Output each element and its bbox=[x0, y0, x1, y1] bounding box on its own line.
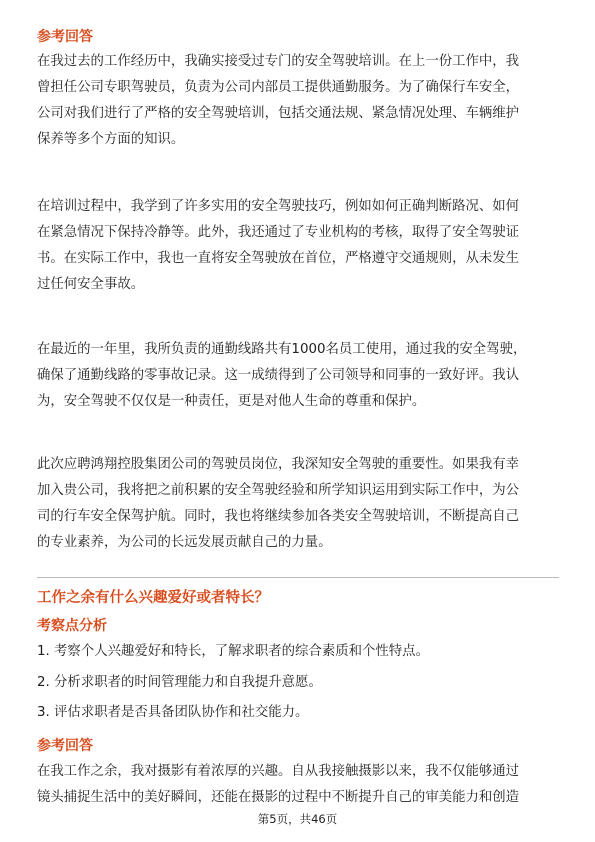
section-divider bbox=[37, 577, 559, 578]
text-line: 在培训过程中，我学到了许多实用的安全驾驶技巧，例如如何正确判断路况、如何 bbox=[37, 199, 520, 214]
text-line: 在紧急情况下保持冷静等。此外，我还通过了专业机构的考核，取得了安全驾驶证 bbox=[37, 225, 520, 240]
answer-paragraph-4 bbox=[37, 452, 561, 556]
analysis-point: 3. 评估求职者是否具备团队协作和社交能力。 bbox=[37, 705, 309, 720]
answer-paragraph-5 bbox=[37, 759, 561, 811]
text-line: 加入贵公司，我将把之前积累的安全驾驶经验和所学知识运用到实际工作中，为公 bbox=[37, 483, 520, 498]
text-line: 在我过去的工作经历中，我确实接受过专门的安全驾驶培训。在上一份工作中，我 bbox=[37, 54, 520, 69]
text-line: 公司对我们进行了严格的安全驾驶培训，包括交通法规、紧急情况处理、车辆维护 bbox=[37, 106, 520, 121]
text-line: 过任何安全事故。 bbox=[37, 277, 145, 292]
text-line: 曾担任公司专职驾驶员，负责为公司内部员工提供通勤服务。为了确保行车安全， bbox=[37, 80, 520, 95]
answer-paragraph-2 bbox=[37, 194, 561, 298]
analysis-point: 2. 分析求职者的时间管理能力和自我提升意愿。 bbox=[37, 675, 322, 690]
analysis-label: 考察点分析 bbox=[37, 618, 107, 634]
page-number: 第5页，共46页 bbox=[257, 812, 338, 826]
text-line: 司的行车安全保驾护航。同时，我也将继续参加各类安全驾驶培训，不断提高自己 bbox=[37, 509, 520, 524]
answer-label: 参考回答 bbox=[37, 29, 93, 45]
question-title: 工作之余有什么兴趣爱好或者特长？ bbox=[37, 590, 269, 606]
text-line: 在最近的一年里，我所负责的通勤线路共有1000名员工使用，通过我的安全驾驶， bbox=[37, 342, 527, 357]
answer-label-2: 参考回答 bbox=[37, 738, 93, 754]
answer-paragraph-1 bbox=[37, 49, 561, 153]
text-line: 确保了通勤线路的零事故记录。这一成绩得到了公司领导和同事的一致好评。我认 bbox=[37, 368, 520, 383]
answer-paragraph-3 bbox=[37, 337, 561, 415]
text-line: 镜头捕捉生活中的美好瞬间，还能在摄影的过程中不断提升自己的审美能力和创造 bbox=[37, 790, 520, 805]
text-line: 保养等多个方面的知识。 bbox=[37, 132, 185, 147]
text-line: 的专业素养，为公司的长远发展贡献自己的力量。 bbox=[37, 535, 332, 550]
text-line: 为，安全驾驶不仅仅是一种责任，更是对他人生命的尊重和保护。 bbox=[37, 394, 426, 409]
text-line: 此次应聘鸿翔控股集团公司的驾驶员岗位，我深知安全驾驶的重要性。如果我有幸 bbox=[37, 457, 520, 472]
text-line: 在我工作之余，我对摄影有着浓厚的兴趣。自从我接触摄影以来，我不仅能够通过 bbox=[37, 764, 520, 779]
analysis-point: 1. 考察个人兴趣爱好和特长，了解求职者的综合素质和个性特点。 bbox=[37, 644, 429, 659]
text-line: 书。在实际工作中，我也一直将安全驾驶放在首位，严格遵守交通规则，从未发生 bbox=[37, 251, 520, 266]
